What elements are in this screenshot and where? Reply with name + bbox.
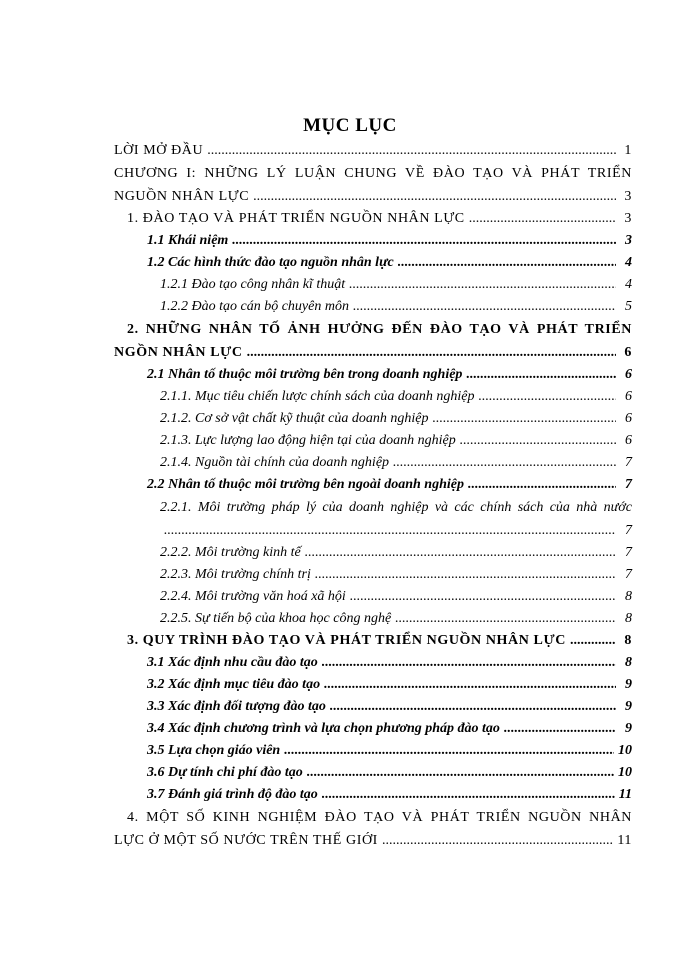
dot-leader bbox=[349, 274, 616, 296]
toc-entry-text: 3.5 Lựa chọn giáo viên bbox=[147, 743, 281, 758]
toc-entry[interactable] bbox=[114, 762, 632, 784]
dot-leader bbox=[247, 341, 616, 364]
toc-page-number: 3 bbox=[625, 233, 632, 248]
toc-entry[interactable] bbox=[114, 829, 632, 852]
dot-leader bbox=[284, 740, 614, 762]
dot-leader bbox=[207, 140, 616, 162]
dot-leader bbox=[468, 474, 616, 496]
dot-leader bbox=[393, 452, 616, 474]
toc-entry-text: 2.1.3. Lực lượng lao động hiện tại của doanh nghiệp bbox=[160, 433, 456, 448]
toc-entry-text: 1.2.1 Đào tạo công nhân kĩ thuật bbox=[160, 277, 346, 292]
toc-entry-text: LỰC Ở MỘT SỐ NƯỚC TRÊN THẾ GIỚI bbox=[114, 833, 378, 848]
toc-page-number: 8 bbox=[625, 655, 632, 670]
dot-leader bbox=[460, 430, 616, 452]
dot-leader bbox=[570, 630, 616, 652]
toc-entry-text: 2.2.1. Môi trường pháp lý của doanh nghiệp và các chính sách của nhà nước bbox=[160, 500, 632, 515]
toc-entry[interactable] bbox=[114, 542, 632, 564]
dot-leader bbox=[164, 519, 616, 542]
toc-entry-line[interactable] bbox=[114, 806, 632, 829]
toc-entry[interactable] bbox=[114, 630, 632, 652]
dot-leader bbox=[307, 762, 614, 784]
toc-entry[interactable] bbox=[114, 652, 632, 674]
toc-entry-text: CHƯƠNG I: NHỮNG LÝ LUẬN CHUNG VỀ ĐÀO TẠO VÀ PHÁT TRIỂN bbox=[114, 166, 632, 181]
toc-entry-text: 4. MỘT SỐ KINH NGHIỆM ĐÀO TẠO VÀ PHÁT TRIỂN NGUỒN NHÂN bbox=[127, 810, 632, 825]
toc-entry-text: 2.2.2. Môi trường kinh tế bbox=[160, 545, 301, 560]
toc-entry[interactable] bbox=[114, 386, 632, 408]
toc-entry-text: 1.1 Khái niệm bbox=[147, 233, 229, 248]
toc-page-number: 9 bbox=[625, 699, 632, 714]
dot-leader bbox=[353, 296, 616, 318]
toc-page-number: 6 bbox=[625, 433, 632, 448]
toc-entry-text: NGỒN NHÂN LỰC bbox=[114, 345, 243, 360]
toc-entry[interactable] bbox=[114, 185, 632, 208]
toc-entry-text: 2.2.4. Môi trường văn hoá xã hội bbox=[160, 589, 346, 604]
toc-entry[interactable] bbox=[114, 230, 632, 252]
toc-page-number: 8 bbox=[625, 611, 632, 626]
dot-leader bbox=[315, 564, 616, 586]
toc-page-number: 6 bbox=[625, 367, 632, 382]
toc-entry[interactable] bbox=[114, 474, 632, 496]
toc-entry-line[interactable] bbox=[114, 496, 632, 519]
toc-page-number: 7 bbox=[625, 545, 632, 560]
toc-entry-text: 1.2.2 Đào tạo cán bộ chuyên môn bbox=[160, 299, 349, 314]
toc-page-number: 6 bbox=[624, 345, 632, 360]
toc-entry-text: 3.1 Xác định nhu cầu đào tạo bbox=[147, 655, 318, 670]
toc-entry[interactable] bbox=[114, 208, 632, 230]
toc-entry-text: LỜI MỞ ĐẦU bbox=[114, 143, 204, 158]
toc-entry-text: NGUỒN NHÂN LỰC bbox=[114, 189, 250, 204]
toc-entry[interactable] bbox=[114, 718, 632, 740]
table-of-contents bbox=[114, 140, 632, 852]
toc-entry[interactable] bbox=[114, 452, 632, 474]
toc-entry-text: 1.2 Các hình thức đào tạo nguồn nhân lực bbox=[147, 255, 394, 270]
dot-leader bbox=[432, 408, 616, 430]
dot-leader bbox=[395, 608, 616, 630]
dot-leader bbox=[253, 185, 616, 208]
toc-page-number: 6 bbox=[625, 411, 632, 426]
toc-entry-text: 2.1.1. Mục tiêu chiến lược chính sách của doanh nghiệp bbox=[160, 389, 475, 404]
dot-leader bbox=[469, 208, 616, 230]
toc-entry[interactable] bbox=[114, 740, 632, 762]
toc-page-number: 7 bbox=[625, 455, 632, 470]
toc-entry[interactable] bbox=[114, 274, 632, 296]
toc-page-number: 4 bbox=[625, 277, 632, 292]
dot-leader bbox=[232, 230, 616, 252]
dot-leader bbox=[322, 784, 615, 806]
toc-entry-text: 2.2 Nhân tố thuộc môi trường bên ngoài doanh nghiệp bbox=[147, 477, 464, 492]
toc-entry-text: 3.6 Dự tính chi phí đào tạo bbox=[147, 765, 303, 780]
toc-entry[interactable] bbox=[114, 341, 632, 364]
dot-leader bbox=[466, 364, 616, 386]
toc-page-number: 11 bbox=[617, 833, 632, 848]
toc-entry-text: 3.3 Xác định đối tượng đào tạo bbox=[147, 699, 326, 714]
toc-entry-text: 3. QUY TRÌNH ĐÀO TẠO VÀ PHÁT TRIỂN NGUỒN NHÂN LỰC bbox=[127, 633, 566, 648]
toc-page-number: 10 bbox=[618, 743, 632, 758]
toc-page-number: 3 bbox=[624, 211, 632, 226]
toc-page-number: 4 bbox=[625, 255, 632, 270]
page-title: MỤC LỤC bbox=[303, 115, 397, 136]
toc-page-number: 9 bbox=[625, 721, 632, 736]
toc-entry[interactable] bbox=[114, 140, 632, 162]
toc-entry[interactable] bbox=[114, 430, 632, 452]
toc-entry-text: 3.4 Xác định chương trình và lựa chọn phương pháp đào tạo bbox=[147, 721, 500, 736]
toc-entry[interactable] bbox=[114, 696, 632, 718]
toc-entry[interactable] bbox=[114, 364, 632, 386]
toc-entry-line[interactable] bbox=[114, 318, 632, 341]
toc-page-number: 3 bbox=[624, 189, 632, 204]
toc-entry[interactable] bbox=[114, 296, 632, 318]
toc-page-number: 5 bbox=[625, 299, 632, 314]
toc-entry-text: 2.1.4. Nguồn tài chính của doanh nghiệp bbox=[160, 455, 390, 470]
toc-page-number: 7 bbox=[625, 523, 632, 538]
toc-entry-text: 2.1 Nhân tố thuộc môi trường bên trong doanh nghiệp bbox=[147, 367, 463, 382]
toc-entry[interactable] bbox=[114, 784, 632, 806]
toc-entry-text: 2. NHỮNG NHÂN TỐ ẢNH HƯỞNG ĐẾN ĐÀO TẠO VÀ PHÁT TRIỂN bbox=[127, 322, 632, 337]
toc-entry[interactable] bbox=[114, 252, 632, 274]
dot-leader bbox=[382, 829, 613, 852]
toc-page-number: 11 bbox=[618, 787, 632, 802]
toc-entry-text: 3.2 Xác định mục tiêu đào tạo bbox=[147, 677, 321, 692]
toc-entry[interactable] bbox=[114, 608, 632, 630]
dot-leader bbox=[322, 652, 616, 674]
toc-entry[interactable] bbox=[114, 674, 632, 696]
toc-page-number: 7 bbox=[625, 567, 632, 582]
toc-entry-text: 3.7 Đánh giá trình độ đào tạo bbox=[147, 787, 318, 802]
dot-leader bbox=[398, 252, 616, 274]
toc-entry-text: 1. ĐÀO TẠO VÀ PHÁT TRIỂN NGUỒN NHÂN LỰC bbox=[127, 211, 465, 226]
dot-leader bbox=[330, 696, 616, 718]
toc-entry[interactable] bbox=[114, 586, 632, 608]
toc-page-number: 1 bbox=[624, 143, 632, 158]
toc-entry-text: 2.2.3. Môi trường chính trị bbox=[160, 567, 311, 582]
toc-page-number: 10 bbox=[618, 765, 632, 780]
dot-leader bbox=[324, 674, 616, 696]
toc-page-number: 7 bbox=[625, 477, 632, 492]
toc-entry-text: 2.2.5. Sự tiến bộ của khoa học công nghệ bbox=[160, 611, 392, 626]
toc-entry-line[interactable] bbox=[114, 162, 632, 185]
toc-page-number: 6 bbox=[625, 389, 632, 404]
dot-leader bbox=[504, 718, 616, 740]
toc-page-number: 9 bbox=[625, 677, 632, 692]
dot-leader bbox=[350, 586, 616, 608]
toc-page-number: 8 bbox=[624, 633, 632, 648]
toc-entry[interactable] bbox=[114, 564, 632, 586]
toc-entry-text: 2.1.2. Cơ sở vật chất kỹ thuật của doanh nghiệp bbox=[160, 411, 429, 426]
dot-leader bbox=[478, 386, 616, 408]
toc-page-number: 8 bbox=[625, 589, 632, 604]
toc-entry[interactable] bbox=[114, 519, 632, 542]
toc-entry[interactable] bbox=[114, 408, 632, 430]
dot-leader bbox=[305, 542, 616, 564]
